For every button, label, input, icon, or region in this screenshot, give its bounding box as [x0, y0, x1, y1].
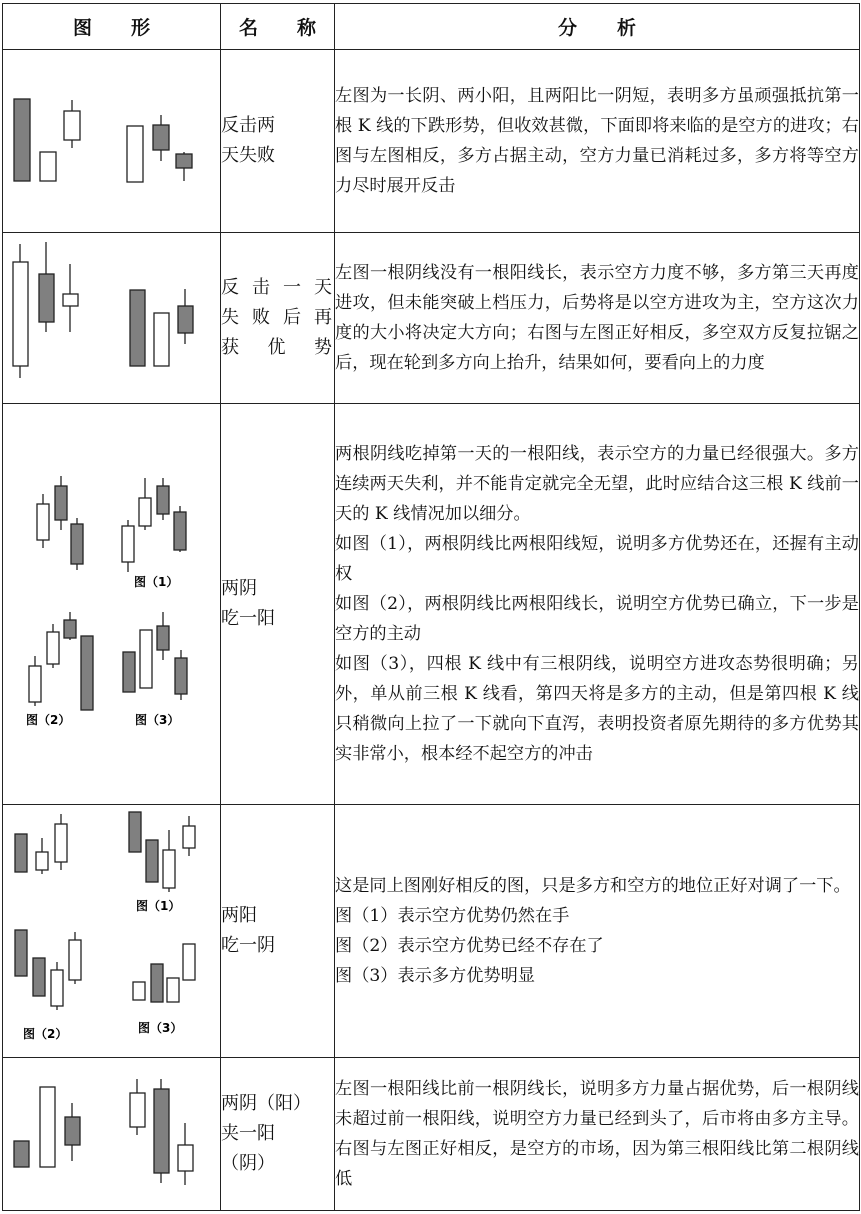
pattern-name: 反击两 天失败 — [221, 50, 335, 233]
bearish-candle — [15, 930, 27, 976]
figure-label: 图（2） — [26, 712, 71, 727]
candlestick-figure — [3, 1059, 221, 1209]
header-analysis: 分 析 — [335, 4, 860, 50]
bullish-candle — [55, 824, 67, 862]
bullish-candle — [40, 152, 56, 181]
bullish-candle — [47, 632, 59, 664]
bullish-candle — [63, 294, 78, 306]
bullish-candle — [139, 498, 151, 526]
bearish-candle — [178, 306, 193, 333]
pattern-name: 两阴 吃一阳 — [221, 404, 335, 804]
pattern-analysis: 左图一根阳线比前一根阴线长，说明多方力量占据优势，后一根阴线未超过前一根阳线，说明空方力量已经到头了，后市将由多方主导。右图与左图正好相反，是空方的市场，因为第三根阳线比第二根阴线低 — [335, 1057, 860, 1210]
pattern-analysis: 左图为一长阴、两小阳，且两阳比一阴短，表明多方虽顽强抵抗第一根 K 线的下跌形势，但收效甚微，下面即将来临的是空方的进攻；右图与左图相反，多方占据主动，空方力量已消耗过多，多方将等空方力尽时展开反击 — [335, 50, 860, 233]
kline-pattern-table — [2, 3, 860, 1211]
bullish-candle — [13, 262, 28, 366]
bearish-candle — [55, 486, 67, 520]
bullish-candle — [37, 504, 49, 540]
bullish-candle — [130, 1093, 145, 1127]
figure-label: 图（1） — [136, 898, 181, 913]
bullish-candle — [178, 1145, 193, 1171]
bearish-candle — [81, 636, 93, 710]
bearish-candle — [123, 652, 135, 692]
table-row — [3, 50, 860, 233]
pattern-figure — [3, 404, 221, 804]
bearish-candle — [130, 290, 145, 366]
header-figure: 图 形 — [3, 4, 221, 50]
bearish-candle — [39, 274, 54, 322]
bearish-candle — [33, 958, 45, 996]
bullish-candle — [163, 850, 175, 888]
candlestick-figure — [3, 51, 221, 231]
pattern-name: 两阴（阳） 夹一阳 （阴） — [221, 1057, 335, 1210]
header-name: 名 称 — [221, 4, 335, 50]
pattern-name: 反击一天 失败后再 获优势 — [221, 233, 335, 404]
bullish-candle — [51, 970, 63, 1006]
bearish-candle — [14, 1141, 29, 1167]
figure-label: 图（1） — [134, 574, 179, 589]
figure-label: 图（3） — [138, 1020, 183, 1035]
bearish-candle — [71, 524, 83, 564]
pattern-analysis: 两根阴线吃掉第一天的一根阳线，表示空方的力量已经很强大。多方连续两天失利，并不能肯定就完全无望，此时应结合这三根 K 线前一天的 K 线情况加以细分。 如图（1），两根阴线比两根阳线短，说明多方优势还在，还握有主动权 如图（2），两根阴线比两根阳线长，说明空方优势已确立，下一步是空方的主动 如图（3），四根 K 线中有三根阴线，说明空方进攻态势很明确；另外，单从前三根 K 线看，第四天将是多方的主动，但是第四根 K 线只稍微向上拉了一下就向下直泻，表明投资者原先期待的多方优势其实非常小，根本经不起空方的冲击 — [335, 404, 860, 804]
bearish-candle — [175, 658, 187, 694]
bearish-candle — [14, 99, 30, 181]
bullish-candle — [40, 1087, 55, 1167]
bearish-candle — [157, 626, 169, 650]
bullish-candle — [183, 944, 195, 980]
bullish-candle — [29, 666, 41, 702]
pattern-name: 两阳 吃一阴 — [221, 804, 335, 1057]
bearish-candle — [129, 812, 141, 852]
candlestick-figure — [3, 806, 221, 1056]
bearish-candle — [151, 964, 163, 1002]
bullish-candle — [127, 126, 143, 182]
bearish-candle — [176, 154, 192, 168]
pattern-analysis: 左图一根阴线没有一根阳线长，表示空方力度不够，多方第三天再度进攻，但未能突破上档压力，后势将是以空方进攻为主，空方这次力度的大小将决定大方向；右图与左图正好相反，多空双方反复拉锯之后，现在轮到多方向上抬升，结果如何，要看向上的力度 — [335, 233, 860, 404]
bullish-candle — [140, 630, 152, 688]
bullish-candle — [122, 526, 134, 562]
pattern-analysis: 这是同上图刚好相反的图，只是多方和空方的地位正好对调了一下。 图（1）表示空方优势仍然在手 图（2）表示空方优势已经不存在了 图（3）表示多方优势明显 — [335, 804, 860, 1057]
bullish-candle — [183, 826, 195, 848]
pattern-figure — [3, 1057, 221, 1210]
bearish-candle — [153, 125, 169, 150]
table-row — [3, 404, 860, 804]
bullish-candle — [133, 982, 145, 1000]
table-row — [3, 233, 860, 404]
candlestick-figure — [3, 234, 221, 402]
bullish-candle — [154, 313, 169, 366]
bullish-candle — [167, 978, 179, 1002]
bullish-candle — [36, 852, 48, 870]
table-header-row — [3, 4, 860, 50]
table-row — [3, 804, 860, 1057]
bearish-candle — [174, 512, 186, 550]
bullish-candle — [64, 111, 80, 140]
bullish-candle — [69, 940, 81, 980]
figure-label: 图（3） — [135, 712, 180, 727]
pattern-figure — [3, 804, 221, 1057]
bearish-candle — [157, 486, 169, 514]
bearish-candle — [65, 1117, 80, 1145]
bearish-candle — [146, 840, 158, 882]
bearish-candle — [15, 834, 27, 872]
table-row — [3, 1057, 860, 1210]
pattern-figure — [3, 233, 221, 404]
pattern-figure — [3, 50, 221, 233]
candlestick-figure — [3, 406, 221, 802]
figure-label: 图（2） — [23, 1026, 68, 1041]
bearish-candle — [154, 1089, 169, 1173]
bearish-candle — [64, 620, 76, 638]
